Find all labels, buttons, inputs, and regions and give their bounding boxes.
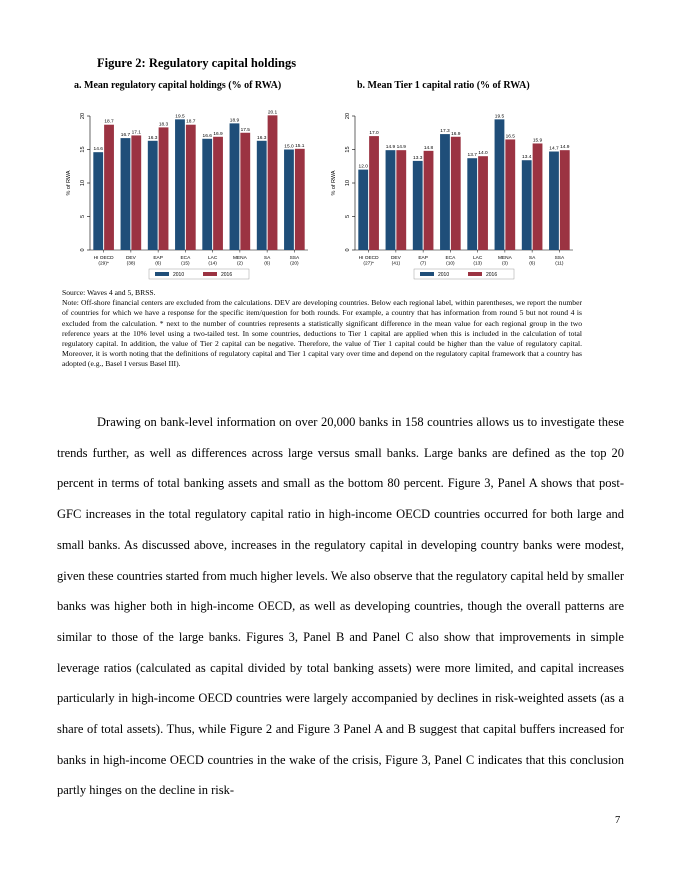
bar-2016-lac [213,137,223,250]
data-label: 14.0 [478,151,488,157]
x-tick-count: (6) [529,261,536,267]
x-tick-label: DEV [125,256,136,261]
data-label: 16.7 [120,133,131,139]
bar-2016-mena [240,133,250,250]
bar-2010-eca [175,119,185,250]
data-label: 19.5 [494,114,505,120]
figure-source: Source: Waves 4 and 5, BRSS. [62,288,156,297]
x-tick-label: MENA [497,256,512,261]
body-text [57,407,624,806]
panel-a-title: a. Mean regulatory capital holdings (% of RWA) [74,80,282,91]
data-label: 14.6 [93,147,103,153]
figure-title: Figure 2: Regulatory capital holdings [97,56,297,70]
y-tick-label: 5 [80,214,86,219]
x-tick-count: (13) [473,261,482,267]
data-label: 18.3 [158,122,169,128]
y-tick-label: 15 [345,146,351,153]
x-tick-count: (29)* [98,261,109,267]
bar-2010-eca [440,134,450,250]
x-tick-count: (7) [420,261,427,267]
x-tick-label: ECA [180,256,191,261]
y-tick-label: 15 [80,146,86,153]
x-tick-label: SSA [289,256,300,261]
data-label: 18.7 [186,119,196,125]
x-tick-label: LAC [472,256,483,261]
legend-swatch-2016 [468,272,482,276]
bar-2016-dev [131,135,141,250]
figure-note: Note: Off-shore financial centers are excluded from the calculations. DEV are developing countries. Below each regional label, within parentheses, we report the number of countries for which we have a response for the specific item/question for both rounds. For example, a country that has information from round 5 but not round 4 is excluded from the calculation. * next to the number of countries represents a statistically significant difference in the mean value for each regional group in the two reference years at the 10% level using a two-tailed test. In some countries, deductions to Tier 1 capital are applied when this is included in the calculation of total regulatory capital. In addition, the value of Tier 2 capital can be negative. Therefore, the value of Tier 1 capital could be higher than the value of regulatory capital. Moreover, it is worth noting that the definitions of regulatory capital and Tier 1 capital vary over time and depend on the regulatory capital framework that a country has adopted (e.g., Basel I versus Basel III). [62,298,582,369]
data-label: 14.7 [549,146,559,152]
data-label: 17.3 [440,129,450,135]
data-label: 20.1 [267,110,278,116]
x-tick-label: HI OECD [93,256,114,261]
bar-2016-eap [424,151,434,250]
data-label: 17.0 [369,131,379,137]
panel-b-title: b. Mean Tier 1 capital ratio (% of RWA) [357,80,530,91]
x-tick-count: (27)* [363,261,374,267]
bar-2016-sa [268,115,278,250]
bar-2010-lac [467,158,477,250]
x-tick-count: (38) [126,261,136,267]
y-tick-label: 0 [345,248,351,252]
data-label: 13.3 [413,155,423,161]
bar-2010-ssa [549,152,559,250]
data-label: 14.9 [385,145,396,151]
data-label: 14.9 [396,145,406,151]
x-tick-count: (3) [501,261,508,267]
x-tick-count: (20) [290,261,299,267]
data-label: 15.9 [532,138,543,144]
data-label: 13.4 [522,155,532,161]
data-label: 14.9 [560,145,570,151]
legend-label-2016: 2016 [221,272,233,278]
bar-2010-dev [121,138,131,250]
data-label: 18.9 [229,118,240,124]
data-label: 15.0 [284,144,294,150]
x-tick-label: DEV [390,256,401,261]
bar-2016-ssa [560,150,570,250]
bar-2010-sa [257,141,267,250]
y-tick-label: 20 [80,112,86,120]
legend-swatch-2010 [155,272,169,276]
x-tick-label: LAC [207,256,218,261]
x-tick-count: (14) [208,261,217,267]
x-tick-label: ECA [445,256,456,261]
page-number: 7 [615,815,621,826]
figure-notes [62,288,582,370]
bar-2010-mena [230,123,240,250]
data-label: 16.9 [451,131,461,137]
y-axis-label: % of RWA [331,170,337,196]
bar-2016-sa [533,143,543,250]
body-paragraph: Drawing on bank-level information on over 20,000 banks in 158 countries allows us to investigate these trends further, as well as differences across large versus small banks. Large banks are defined as the top 20 percent in terms of total banking assets and small as the bottom 80 percent. Figure 3, Panel A shows that post-GFC increases in the total regulatory capital ratio in high-income OECD countries occurred for both large and small banks. As discussed above, increases in the regulatory capital in developing country banks were modest, given these countries started from much higher levels. We also observe that the regulatory capital held by smaller banks was higher both in high-income OECD, as well as developing countries, though the overall patterns are similar to those of the large banks. Figures 3, Panel B and Panel C also show that improvements in simple leverage ratios (calculated as capital divided by total banking assets) were more limited, and capital increases particularly in high-income OECD countries were largely accompanied by declines in risk-weighted assets (as a share of total assets). Thus, while Figure 2 and Figure 3 Panel A and B suggest that capital buffers increased for banks in high-income OECD countries in the wake of the crisis, Figure 3, Panel C indicates that this conclusion partly hinges on the decline in risk- [57,415,624,798]
x-tick-label: SA [263,256,271,261]
bar-2010-ssa [284,150,294,251]
bar-2016-ssa [295,149,305,250]
bar-2016-hi-oecd [104,125,114,250]
bar-2016-hi-oecd [369,136,379,250]
x-tick-label: HI OECD [358,256,379,261]
bar-2010-lac [202,139,212,250]
x-tick-count: (2) [236,261,243,267]
chart-panel-a [58,96,316,287]
chart-a-svg [58,96,316,282]
bar-2016-eap [159,127,169,250]
x-tick-count: (6) [264,261,271,267]
bar-2016-eca [186,125,196,250]
data-label: 16.3 [257,135,267,141]
legend-label-2010: 2010 [173,272,185,278]
legend-label-2010: 2010 [438,272,450,278]
data-label: 16.9 [213,131,223,137]
bar-2010-eap [413,161,423,250]
data-label: 18.7 [104,119,114,125]
y-tick-label: 10 [345,179,351,187]
x-tick-label: SSA [554,256,565,261]
y-tick-label: 20 [345,112,351,120]
legend-label-2016: 2016 [486,272,498,278]
data-label: 19.5 [175,114,185,120]
y-axis-label: % of RWA [66,170,72,196]
legend-swatch-2016 [203,272,217,276]
chart-panel-b [323,96,581,287]
chart-b-svg [323,96,581,282]
data-label: 16.6 [202,133,212,139]
y-tick-label: 5 [345,214,351,219]
x-tick-count: (15) [181,261,190,267]
bar-2010-mena [495,119,505,250]
bar-2010-dev [386,150,396,250]
bar-2010-eap [148,141,158,250]
bar-2016-mena [505,139,515,250]
bar-2010-hi-oecd [93,152,103,250]
x-tick-count: (11) [555,261,564,267]
x-tick-count: (10) [446,261,455,267]
legend-swatch-2010 [420,272,434,276]
data-label: 14.8 [423,145,434,151]
bar-2016-eca [451,137,461,250]
data-label: 12.0 [358,164,368,170]
x-tick-label: EAP [418,256,428,261]
data-label: 16.3 [148,135,158,141]
x-tick-label: SA [528,256,536,261]
x-tick-count: (41) [391,261,401,267]
data-label: 15.1 [295,143,305,149]
x-tick-label: EAP [153,256,163,261]
data-label: 17.5 [240,127,250,133]
bar-2010-hi-oecd [358,170,368,250]
bar-2010-sa [522,160,532,250]
x-tick-label: MENA [232,256,247,261]
data-label: 16.5 [505,134,515,140]
bar-2016-dev [396,150,406,250]
y-tick-label: 10 [80,179,86,187]
data-label: 13.7 [467,153,477,159]
y-tick-label: 0 [80,248,86,252]
data-label: 17.1 [131,130,141,136]
x-tick-count: (6) [155,261,162,267]
bar-2016-lac [478,156,488,250]
